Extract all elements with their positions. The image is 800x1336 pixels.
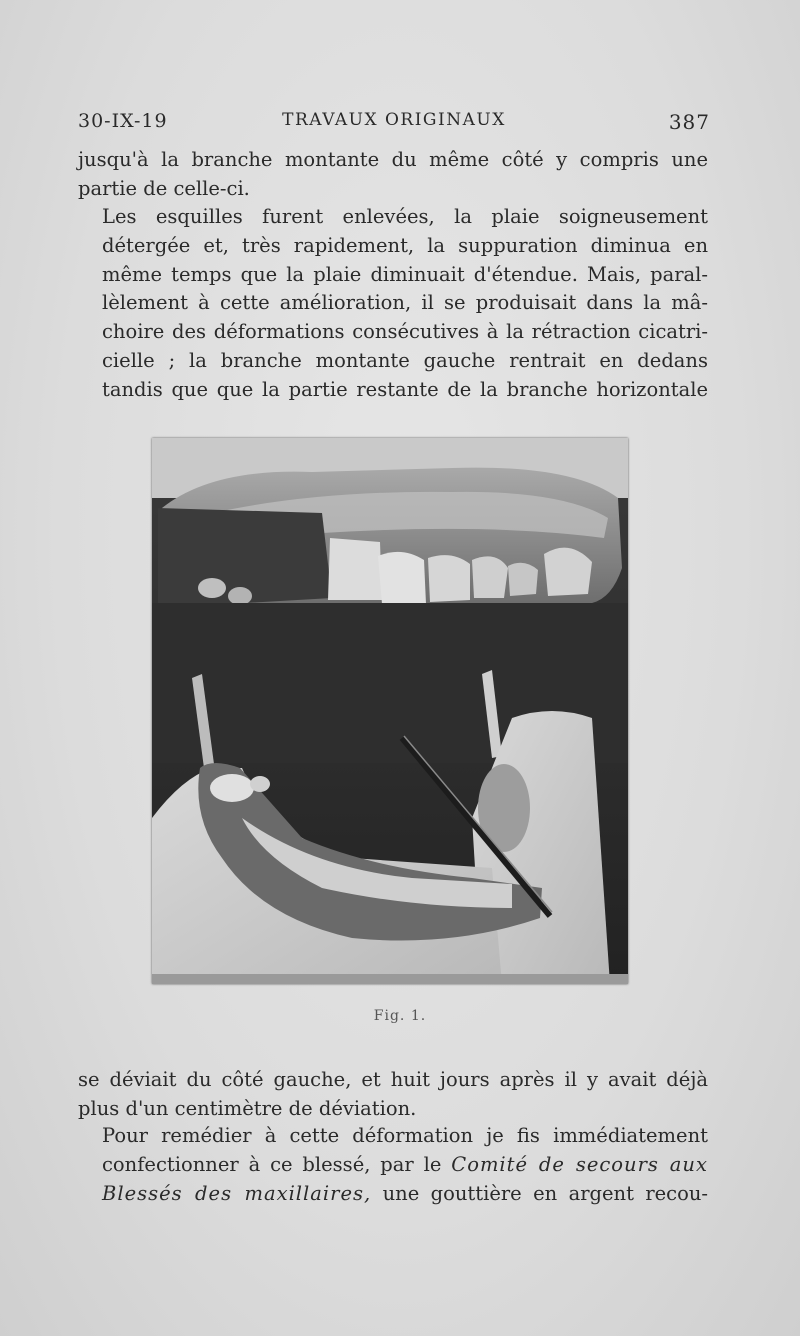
text-line: jusqu'à la branche montante du même côté y compris une	[78, 148, 708, 171]
header-date: 30-IX-19	[78, 110, 168, 132]
jaw-cast-illustration	[152, 438, 628, 984]
paragraph-3	[78, 1066, 708, 1124]
figure-jaw-photograph	[152, 438, 628, 984]
text-line: cielle ; la branche montante gauche rentrait en dedans	[102, 348, 708, 372]
text-line: partie de celle-ci.	[78, 176, 250, 200]
text-line: même temps que la plaie diminuait d'étendue. Mais, paral-	[102, 262, 708, 286]
italic-text-run: Blessés des maxillaires,	[102, 1181, 372, 1205]
italic-text-run: Comité de secours aux	[451, 1152, 708, 1176]
text-line: lèlement à cette amélioration, il se produisait dans la mâ-	[102, 291, 708, 315]
paragraph-2	[78, 203, 708, 405]
text-line: détergée et, très rapidement, la suppuration diminua en	[102, 233, 708, 257]
running-header	[78, 110, 710, 138]
text-line: plus d'un centimètre de déviation.	[78, 1096, 417, 1120]
text-line: choire des déformations consécutives à la rétraction cicatri-	[102, 320, 708, 344]
text-line: se déviait du côté gauche, et huit jours après il y avait déjà	[78, 1068, 708, 1091]
paragraph-4	[78, 1122, 708, 1208]
page-number: 387	[668, 110, 710, 134]
text-line: Les esquilles furent enlevées, la plaie soigneusement	[102, 205, 708, 228]
text-line	[78, 1180, 708, 1209]
text-line: Pour remédier à cette déformation je fis immédiatement	[102, 1124, 708, 1147]
paragraph-1	[78, 146, 708, 204]
text-line	[78, 1151, 708, 1180]
figure-caption: Fig. 1.	[373, 1008, 427, 1024]
header-title: TRAVAUX ORIGINAUX	[282, 110, 506, 130]
text-run: confectionner à ce blessé, par le	[102, 1152, 452, 1176]
text-run: une gouttière en argent recou-	[371, 1181, 708, 1205]
text-line: tandis que que la partie restante de la branche horizontale	[102, 377, 708, 401]
